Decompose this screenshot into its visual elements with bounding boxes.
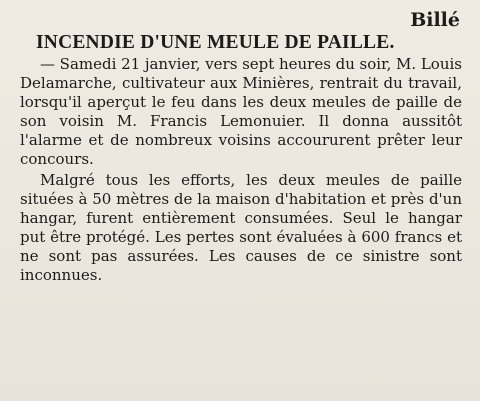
article-body: [20, 55, 462, 287]
article-headline: INCENDIE D'UNE MEULE DE PAILLE.: [36, 32, 395, 53]
article-paragraph-2: Malgré tous les efforts, les deux meules de paille situées à 50 mètres de la maison d'habitation et près d'un hangar, furent entièrement consumées. Seul le hangar put être protégé. Les pertes sont évaluées à 600 francs et ne sont pas assurées. Les causes de ce sinistre sont inconnues.: [20, 171, 462, 284]
article-paragraph-1: — Samedi 21 janvier, vers sept heures du soir, M. Louis Delamarche, cultivateur aux Minières, rentrait du travail, lorsqu'il aperçut le feu dans les deux meules de paille de son voisin M. Francis Lemonuier. Il donna aussitôt l'alarme et de nombreux voisins accoururent prêter leur concours.: [20, 55, 462, 168]
bleed-through-text: [40, 2, 45, 18]
article-location: Billé: [410, 9, 460, 31]
